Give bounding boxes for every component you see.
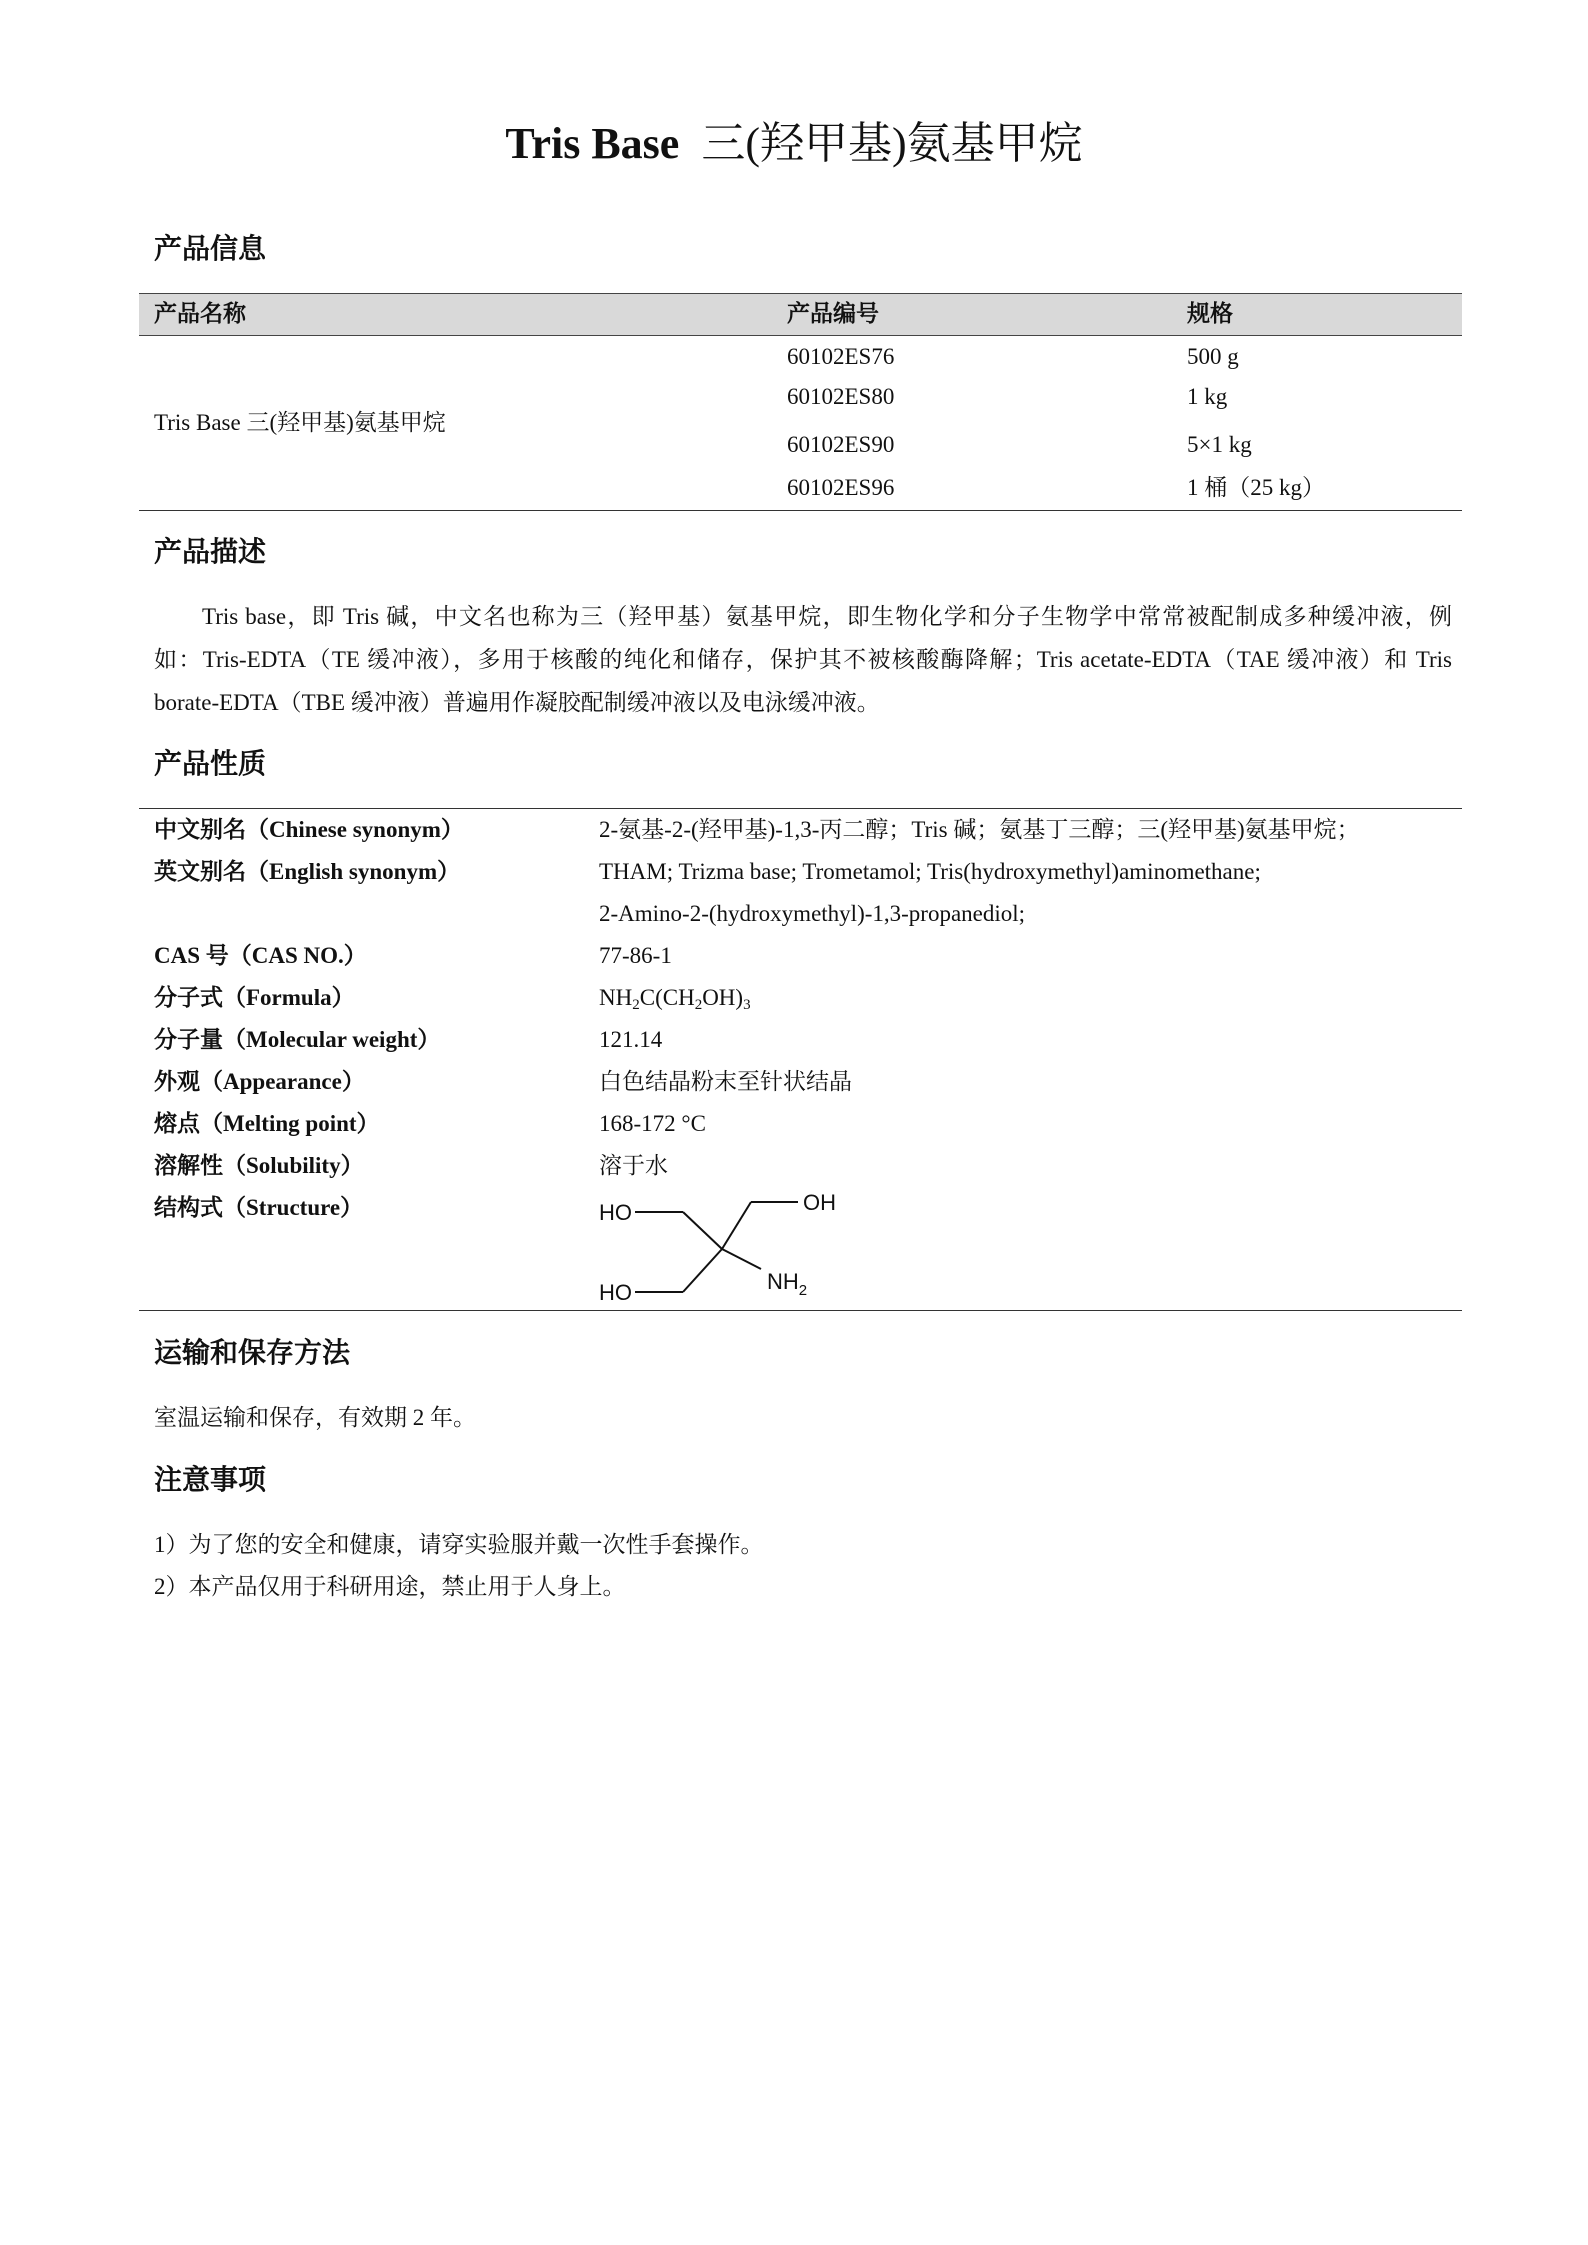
property-value: 溶于水 <box>599 1153 668 1178</box>
formula-part: OH) <box>702 985 744 1010</box>
property-row-english-synonym <box>139 851 1462 935</box>
property-row-formula <box>139 977 1462 1019</box>
table-row <box>139 467 1462 509</box>
property-row-melting-point <box>139 1103 1462 1145</box>
description-line: 如：Tris-EDTA（TE 缓冲液），多用于核酸的纯化和储存，保护其不被核酸酶降解；Tris acetate-EDTA（TAE 缓冲液）和 Tris <box>154 647 1452 672</box>
note-item: 1）为了您的安全和健康，请穿实验服并戴一次性手套操作。 <box>154 1532 764 1557</box>
property-row-molecular-weight <box>139 1019 1462 1061</box>
structure-label-ho-bottom: HO <box>599 1280 632 1305</box>
formula-value <box>599 977 751 1019</box>
property-value: 77-86-1 <box>599 943 672 968</box>
property-label: 熔点（Melting point） <box>154 1111 380 1136</box>
product-table-header <box>139 293 1462 336</box>
structure-diagram <box>590 1179 850 1309</box>
product-spec: 1 kg <box>1187 384 1228 409</box>
property-value: 白色结晶粉末至针状结晶 <box>599 1069 852 1094</box>
description-line: borate-EDTA（TBE 缓冲液）普遍用作凝胶配制缓冲液以及电泳缓冲液。 <box>154 690 880 715</box>
product-name-cell: Tris Base 三(羟甲基)氨基甲烷 <box>154 409 446 435</box>
property-value: 121.14 <box>599 1027 663 1052</box>
property-label: 分子量（Molecular weight） <box>154 1027 441 1052</box>
property-value: 168-172 °C <box>599 1111 706 1136</box>
title-english: Tris Base <box>505 119 680 168</box>
property-label: 结构式（Structure） <box>154 1195 364 1220</box>
formula-subscript: 2 <box>694 997 703 1013</box>
note-item: 2）本产品仅用于科研用途，禁止用于人身上。 <box>154 1574 626 1599</box>
property-value: 2-氨基-2-(羟甲基)-1,3-丙二醇；Tris 碱；氨基丁三醇；三(羟甲基)氨基甲烷； <box>599 817 1360 842</box>
property-value-continued: 2-Amino-2-(hydroxymethyl)-1,3-propanediol; <box>599 901 1026 926</box>
product-code: 60102ES76 <box>787 344 895 369</box>
formula-part: NH <box>599 985 633 1010</box>
title-chinese: 三(羟甲基)氨基甲烷 <box>701 119 1083 168</box>
property-label: 中文别名（Chinese synonym） <box>154 817 464 842</box>
bond-line <box>683 1212 722 1249</box>
structure-label-nh2 <box>767 1269 807 1299</box>
bond-line <box>683 1249 722 1292</box>
product-code: 60102ES90 <box>787 432 895 457</box>
section-heading-product-info: 产品信息 <box>154 234 267 265</box>
property-label: CAS 号（CAS NO.） <box>154 943 367 968</box>
table-row <box>139 336 1462 378</box>
table-row <box>139 420 1462 470</box>
column-header-code: 产品编号 <box>787 301 879 326</box>
product-code: 60102ES96 <box>787 475 895 500</box>
document-title <box>0 112 1588 176</box>
section-heading-storage: 运输和保存方法 <box>154 1338 351 1369</box>
product-code: 60102ES80 <box>787 384 895 409</box>
property-label: 外观（Appearance） <box>154 1069 365 1094</box>
property-row-cas <box>139 935 1462 977</box>
structure-label-ho-top: HO <box>599 1200 632 1225</box>
product-spec: 1 桶（25 kg） <box>1187 475 1325 500</box>
property-row-chinese-synonym <box>139 809 1462 851</box>
formula-subscript: 2 <box>632 997 640 1013</box>
formula-subscript: 3 <box>743 997 751 1013</box>
product-spec: 5×1 kg <box>1187 432 1252 457</box>
column-header-name: 产品名称 <box>154 301 246 326</box>
property-label: 分子式（Formula） <box>154 985 355 1010</box>
section-heading-properties: 产品性质 <box>154 749 267 780</box>
product-table <box>139 293 1462 511</box>
section-heading-description: 产品描述 <box>154 537 267 568</box>
property-row-appearance <box>139 1061 1462 1103</box>
structure-label-nh-subscript: 2 <box>798 1282 808 1299</box>
properties-table <box>139 808 1462 1311</box>
structure-label-nh: NH <box>767 1269 799 1294</box>
product-spec: 500 g <box>1187 344 1239 369</box>
description-line: Tris base，即 Tris 碱，中文名也称为三（羟甲基）氨基甲烷，即生物化学和分子生物学中常常被配制成多种缓冲液，例 <box>202 604 1452 629</box>
section-heading-notes: 注意事项 <box>154 1465 267 1496</box>
property-label: 溶解性（Solubility） <box>154 1153 364 1178</box>
storage-text: 室温运输和保存，有效期 2 年。 <box>154 1405 476 1430</box>
property-label: 英文别名（English synonym） <box>154 859 461 884</box>
property-value: THAM; Trizma base; Trometamol; Tris(hydroxymethyl)aminomethane; <box>599 859 1261 884</box>
bond-line <box>722 1249 761 1269</box>
description-paragraph <box>154 595 1452 724</box>
table-row <box>139 377 1462 417</box>
formula-part: C(CH <box>639 985 695 1010</box>
structure-label-oh: OH <box>803 1190 836 1215</box>
column-header-spec: 规格 <box>1187 301 1233 326</box>
bond-line <box>722 1202 751 1249</box>
